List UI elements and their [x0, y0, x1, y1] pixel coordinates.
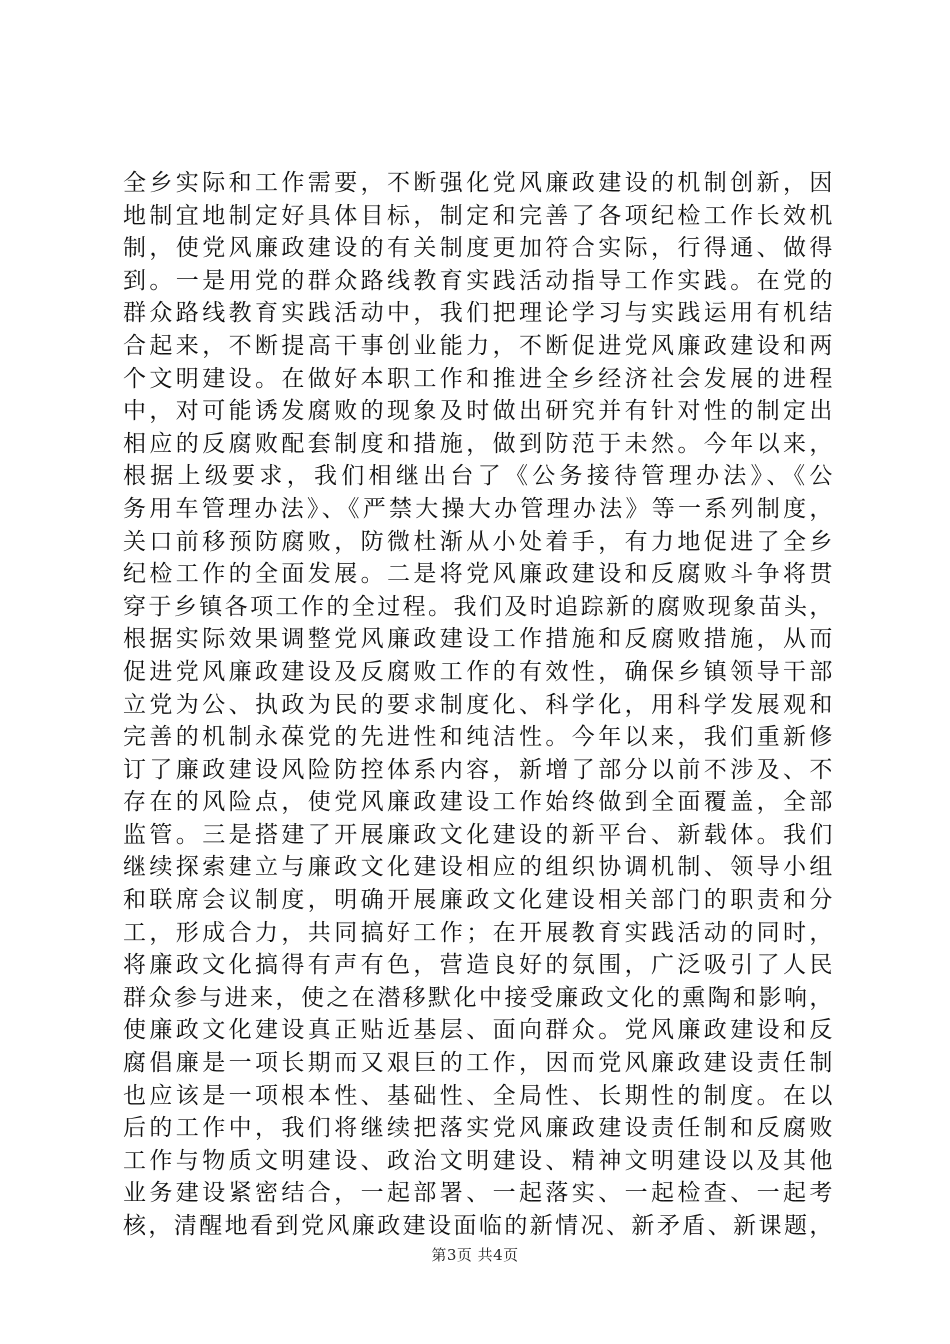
text-line: 和联席会议制度，明确开展廉政文化建设相关部门的职责和分: [123, 887, 833, 914]
text-line: 个文明建设。在做好本职工作和推进全乡经济社会发展的进程: [123, 365, 833, 392]
text-line: 制，使党风廉政建设的有关制度更加符合实际，行得通、做得: [123, 235, 833, 262]
body-paragraph: [123, 167, 833, 1243]
text-line: 相应的反腐败配套制度和措施，做到防范于未然。今年以来，: [123, 430, 833, 457]
text-line: 存在的风险点，使党风廉政建设工作始终做到全面覆盖，全部: [123, 789, 833, 816]
text-line: 根据实际效果调整党风廉政建设工作措施和反腐败措施，从而: [123, 626, 833, 653]
text-line: 继续探索建立与廉政文化建设相应的组织协调机制、领导小组: [123, 854, 833, 881]
text-line: 根据上级要求，我们相继出台了《公务接待管理办法》、《公: [123, 463, 833, 490]
text-line: 将廉政文化搞得有声有色，营造良好的氛围，广泛吸引了人民: [123, 952, 833, 979]
text-line: 关口前移预防腐败，防微杜渐从小处着手，有力地促进了全乡: [123, 528, 833, 555]
text-line: 促进党风廉政建设及反腐败工作的有效性，确保乡镇领导干部: [123, 658, 833, 685]
text-line: 订了廉政建设风险防控体系内容，新增了部分以前不涉及、不: [123, 756, 833, 783]
text-line: 工，形成合力，共同搞好工作；在开展教育实践活动的同时，: [123, 919, 833, 946]
text-line: 纪检工作的全面发展。二是将党风廉政建设和反腐败斗争将贯: [123, 561, 833, 588]
text-line: 工作与物质文明建设、政治文明建设、精神文明建设以及其他: [123, 1147, 833, 1174]
text-line: 群众参与进来，使之在潜移默化中接受廉政文化的熏陶和影响，: [123, 984, 833, 1011]
text-line: 到。一是用党的群众路线教育实践活动指导工作实践。在党的: [123, 267, 833, 294]
page-number-footer: 第3页 共4页: [431, 1246, 519, 1264]
text-line: 完善的机制永葆党的先进性和纯洁性。今年以来，我们重新修: [123, 724, 833, 751]
text-line: 腐倡廉是一项长期而又艰巨的工作，因而党风廉政建设责任制: [123, 1050, 833, 1077]
text-line: 全乡实际和工作需要，不断强化党风廉政建设的机制创新，因: [123, 170, 833, 196]
text-line: 合起来，不断提高干事创业能力，不断促进党风廉政建设和两: [123, 332, 833, 359]
text-line: 业务建设紧密结合，一起部署、一起落实、一起检查、一起考: [123, 1180, 833, 1207]
text-line: 群众路线教育实践活动中，我们把理论学习与实践运用有机结: [123, 300, 833, 327]
text-line: 穿于乡镇各项工作的全过程。我们及时追踪新的腐败现象苗头，: [123, 593, 833, 620]
text-line: 使廉政文化建设真正贴近基层、面向群众。党风廉政建设和反: [123, 1017, 833, 1044]
text-line: 立党为公、执政为民的要求制度化、科学化，用科学发展观和: [123, 691, 833, 718]
text-line: 核，清醒地看到党风廉政建设面临的新情况、新矛盾、新课题，: [123, 1213, 833, 1239]
text-line: 中，对可能诱发腐败的现象及时做出研究并有针对性的制定出: [123, 398, 833, 425]
text-line: 监管。三是搭建了开展廉政文化建设的新平台、新载体。我们: [123, 821, 833, 848]
text-line: 务用车管理办法》、《严禁大操大办管理办法》等一系列制度，: [123, 495, 833, 522]
text-line: 也应该是一项根本性、基础性、全局性、长期性的制度。在以: [123, 1082, 833, 1109]
text-line: 地制宜地制定好具体目标，制定和完善了各项纪检工作长效机: [123, 202, 833, 229]
text-line: 后的工作中，我们将继续把落实党风廉政建设责任制和反腐败: [123, 1115, 833, 1142]
